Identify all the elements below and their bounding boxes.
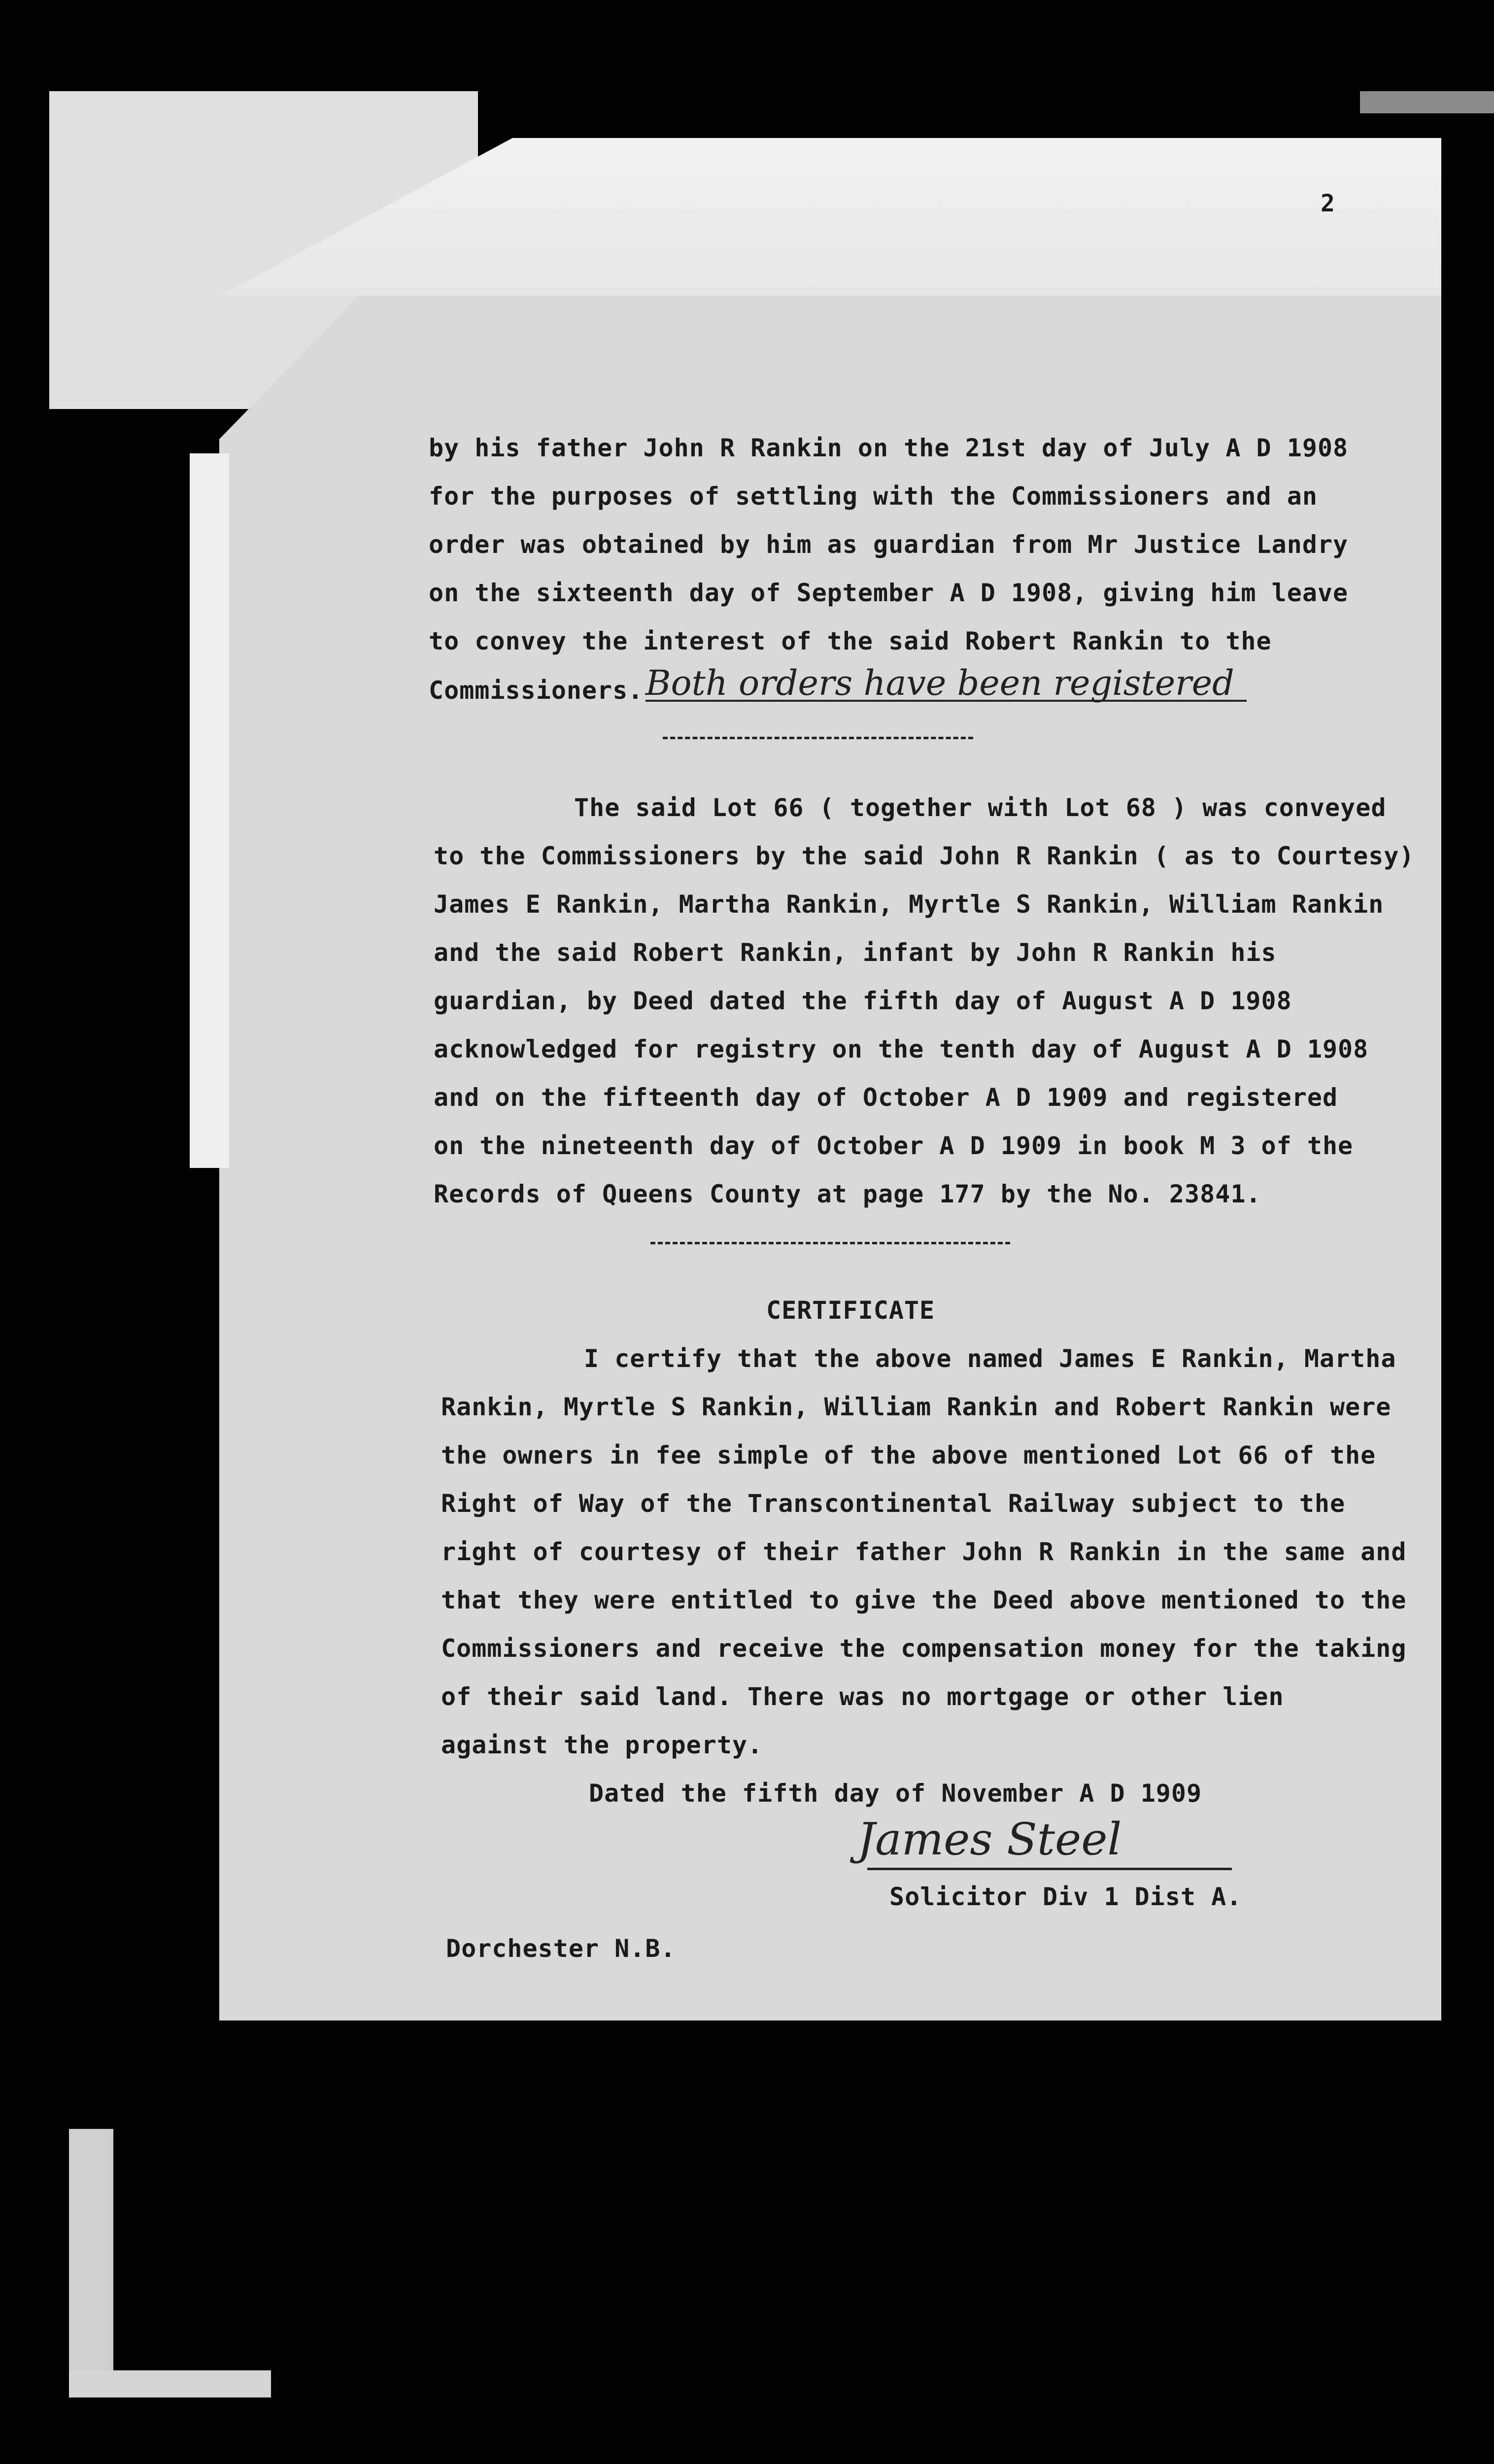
text-line: Right of Way of the Transcontinental Railway subject to the: [441, 1489, 1346, 1518]
text-line: I certify that the above named James E Rankin, Martha: [584, 1344, 1396, 1373]
text-line: the owners in fee simple of the above mentioned Lot 66 of the: [441, 1441, 1376, 1470]
dashed-divider: [650, 1242, 1010, 1244]
date-line: Dated the fifth day of November A D 1909: [589, 1779, 1202, 1808]
text-line: of their said land. There was no mortgage or other lien: [441, 1682, 1284, 1711]
text-line: and on the fifteenth day of October A D 1909 and registered: [434, 1083, 1338, 1112]
signature-underline: [867, 1868, 1232, 1870]
text-line: against the property.: [441, 1731, 763, 1759]
text-line: James E Rankin, Martha Rankin, Myrtle S Rankin, William Rankin: [434, 890, 1384, 919]
handwritten-note: Both orders have been registered: [645, 663, 1234, 703]
text-line: to convey the interest of the said Robert Rankin to the: [429, 627, 1272, 655]
signer-title: Solicitor Div 1 Dist A.: [889, 1882, 1242, 1911]
text-line: Commissioners and receive the compensation money for the taking: [441, 1634, 1407, 1663]
handwritten-underline: [645, 700, 1247, 702]
dashed-divider: [663, 737, 973, 739]
document-sheet: [219, 138, 1441, 2020]
text-line: The said Lot 66 ( together with Lot 68 ) was conveyed: [574, 793, 1387, 822]
paper-edge-strip: [1360, 91, 1494, 113]
text-line: and the said Robert Rankin, infant by John R Rankin his: [434, 938, 1277, 967]
page-number: 2: [1321, 190, 1335, 217]
text-line: by his father John R Rankin on the 21st day of July A D 1908: [429, 434, 1349, 462]
text-line: on the sixteenth day of September A D 1908, giving him leave: [429, 579, 1349, 607]
text-line: Commissioners.: [429, 676, 644, 705]
text-line: order was obtained by him as guardian from Mr Justice Landry: [429, 530, 1349, 559]
text-line: right of courtesy of their father John R Rankin in the same and: [441, 1538, 1407, 1566]
signature: James Steel: [857, 1814, 1122, 1865]
text-line: acknowledged for registry on the tenth day of August A D 1908: [434, 1035, 1369, 1063]
text-line: that they were entitled to give the Deed above mentioned to the: [441, 1586, 1407, 1614]
paper-stub: [69, 2129, 113, 2395]
text-line: Rankin, Myrtle S Rankin, William Rankin and Robert Rankin were: [441, 1393, 1392, 1421]
text-line: guardian, by Deed dated the fifth day of August A D 1908: [434, 987, 1292, 1015]
text-line: to the Commissioners by the said John R Rankin ( as to Courtesy): [434, 842, 1415, 870]
paper-edge-strip: [190, 453, 229, 1168]
certificate-heading: CERTIFICATE: [766, 1296, 935, 1325]
text-line: Records of Queens County at page 177 by the No. 23841.: [434, 1180, 1261, 1208]
paper-stub: [69, 2370, 271, 2397]
text-line: for the purposes of settling with the Commissioners and an: [429, 482, 1318, 511]
place-line: Dorchester N.B.: [446, 1934, 676, 1963]
text-line: on the nineteenth day of October A D 1909 in book M 3 of the: [434, 1131, 1354, 1160]
